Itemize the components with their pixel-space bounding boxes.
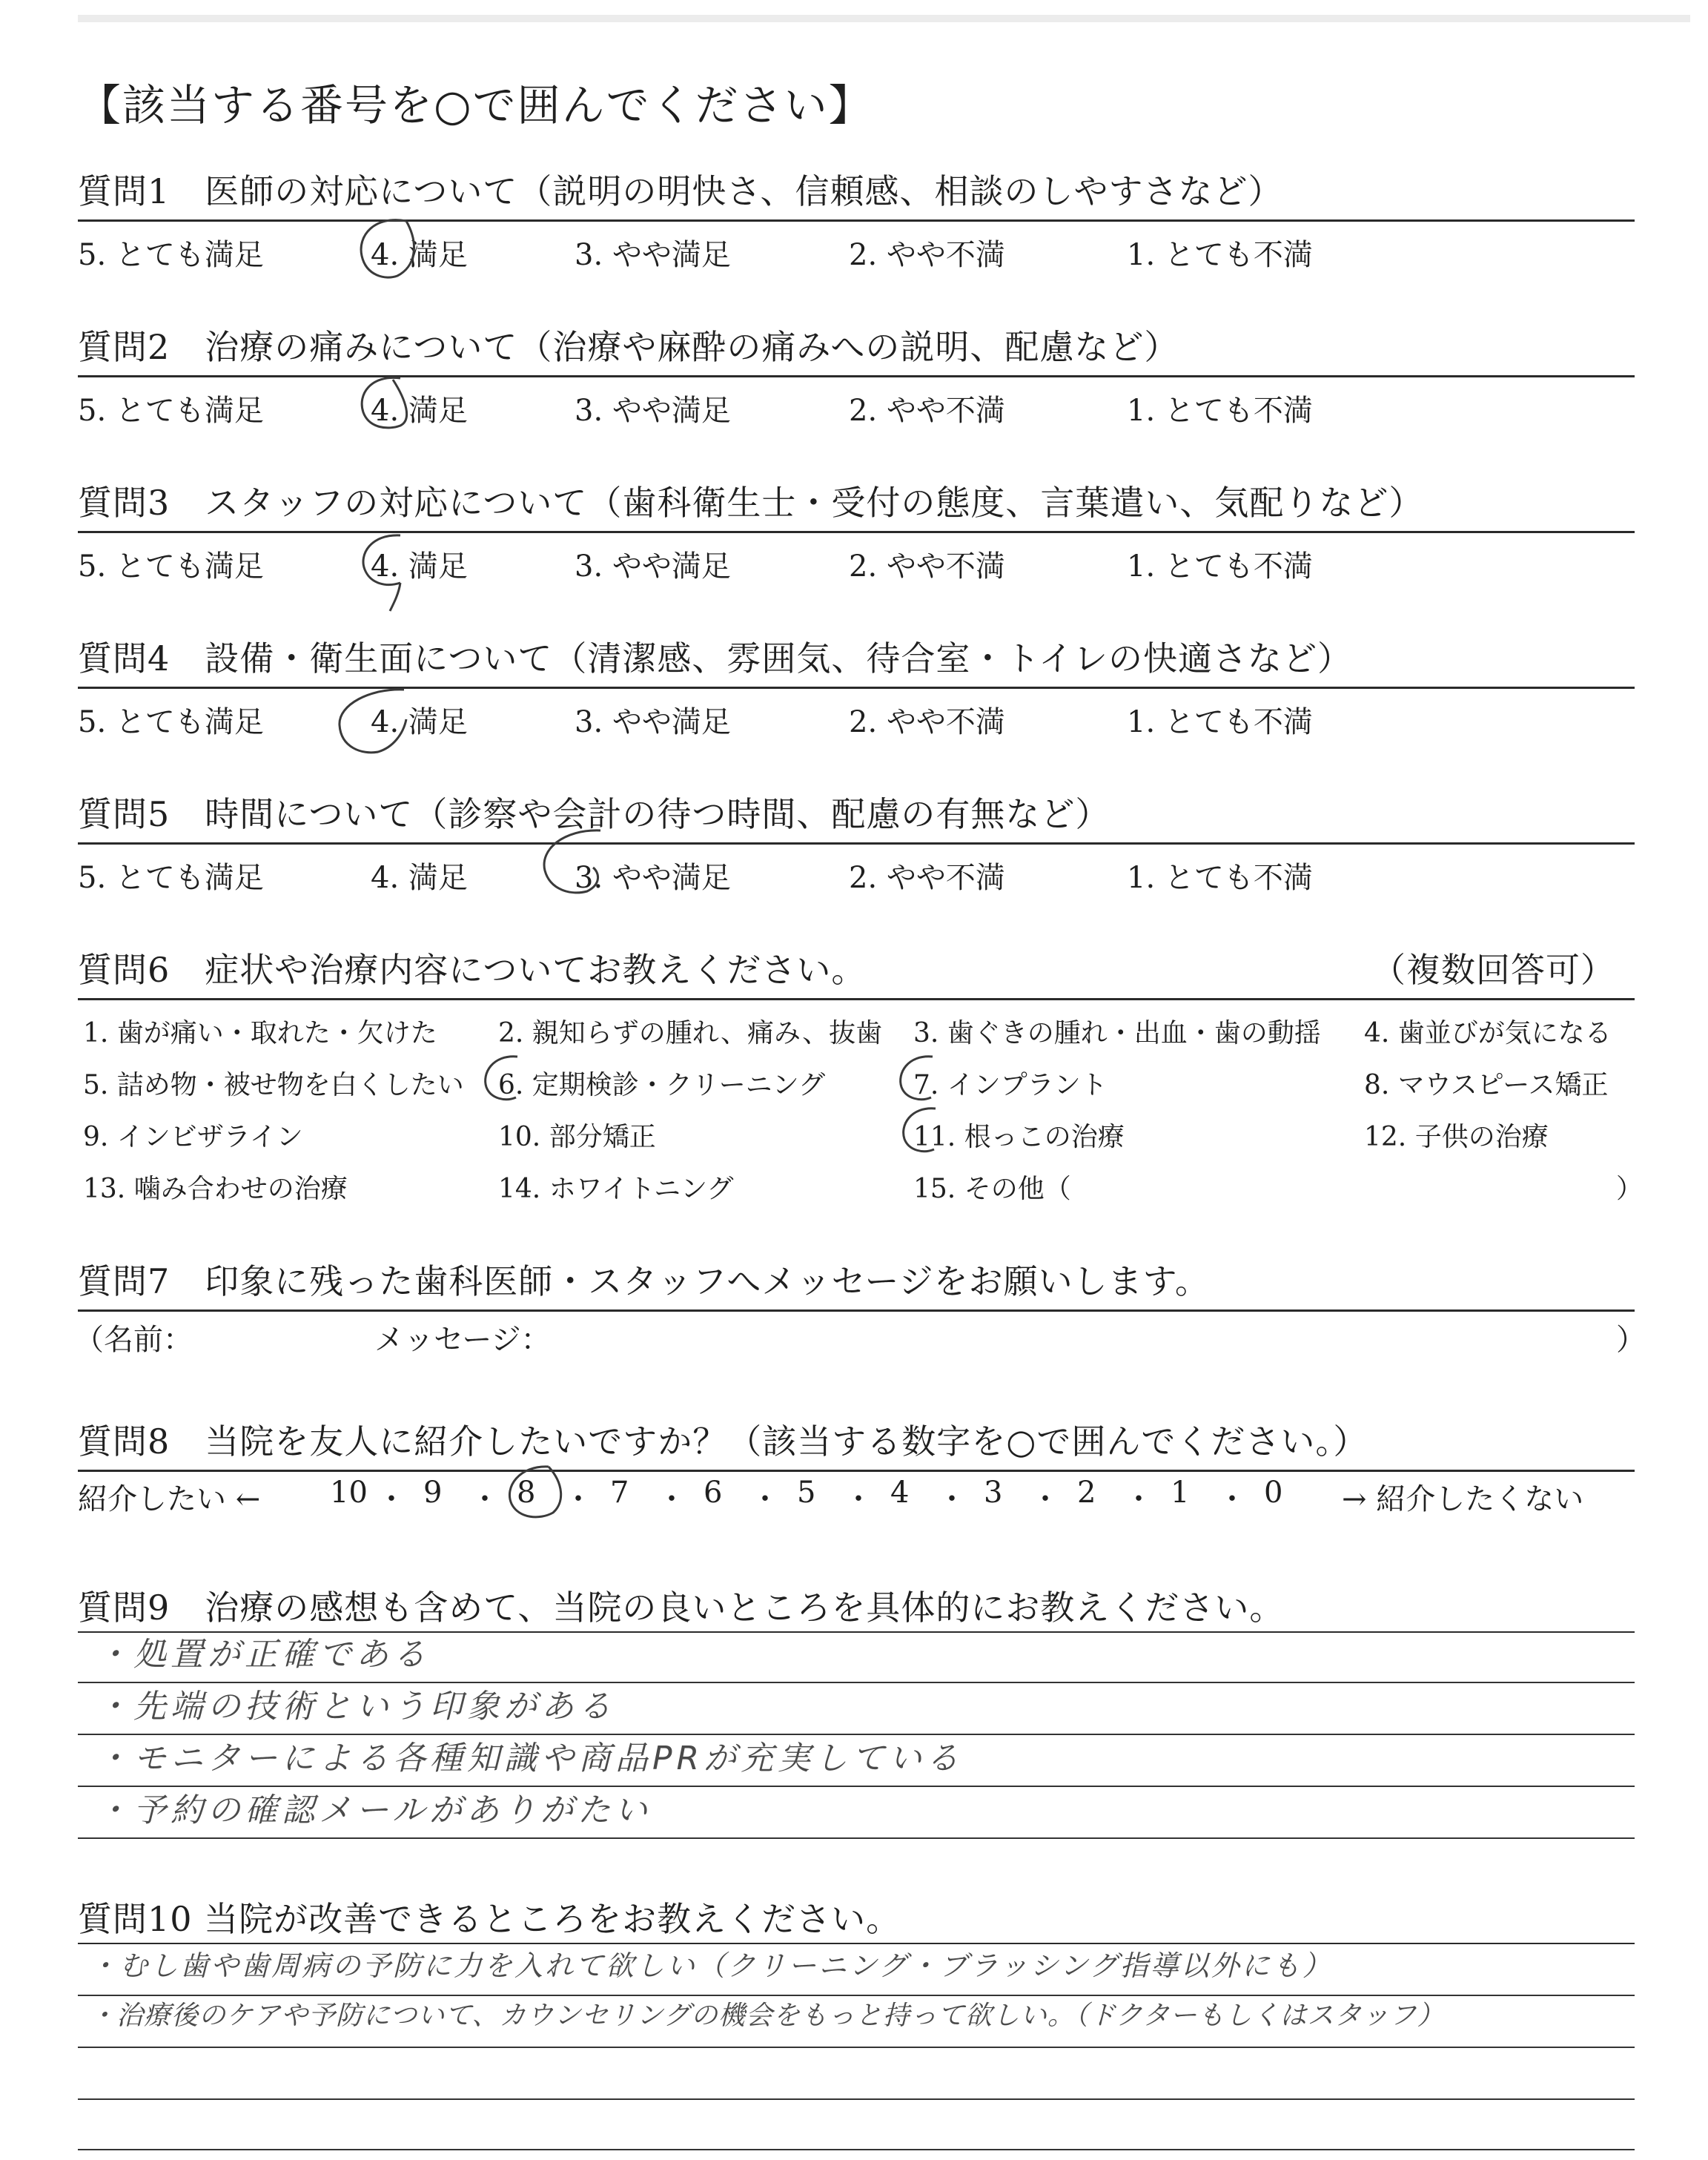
q10-write-line-3 [78,2098,1635,2100]
q4-option-5[interactable]: 5. とても満足 [78,705,264,739]
q6-item-1[interactable]: 1. 歯が痛い・取れた・欠けた [83,1018,437,1048]
q4-option-1[interactable]: 1. とても不満 [1127,705,1313,739]
q8-scale-separator: ・ [844,1482,873,1516]
question-1-title: 質問1 医師の対応について（説明の明快さ、信頼感、相談のしやすさなど） [78,171,1283,211]
question-2-title: 質問2 治療の痛みについて（治療や麻酔の痛みへの説明、配慮など） [78,327,1179,367]
form-heading: 【該当する番号を○で囲んでください】 [78,80,873,131]
q8-scale-separator: ・ [377,1482,406,1516]
q8-scale-separator: ・ [657,1482,686,1516]
q2-option-4[interactable]: 4. 満足 [371,394,468,428]
q8-scale-separator: ・ [750,1482,780,1516]
q3-option-5[interactable]: 5. とても満足 [78,549,264,584]
q8-scale-5[interactable]: 5 [797,1476,816,1510]
q6-item-15[interactable]: 15. その他（ [913,1174,1071,1204]
question-5-rule [78,842,1635,845]
q8-scale-6[interactable]: 6 [704,1476,723,1510]
q7-name-label: （名前： [74,1323,193,1357]
q6-item-4[interactable]: 4. 歯並びが気になる [1364,1018,1612,1048]
q4-option-2[interactable]: 2. やや不満 [849,705,1005,739]
q8-scale-8[interactable]: 8 [517,1476,536,1510]
scan-top-edge [78,15,1690,22]
q8-scale-9[interactable]: 9 [423,1476,443,1510]
question-7-rule [78,1309,1635,1312]
q8-scale-separator: ・ [1030,1482,1060,1516]
q3-option-2[interactable]: 2. やや不満 [849,549,1005,584]
question-8-title: 質問8 当院を友人に紹介したいですか？（該当する数字を○で囲んでください。） [78,1421,1368,1462]
q7-message-label: メッセージ： [374,1323,551,1357]
q10-write-line-2 [78,2047,1635,2048]
q2-option-5[interactable]: 5. とても満足 [78,394,264,428]
q8-scale-7[interactable]: 7 [610,1476,629,1510]
question-4-rule [78,687,1635,689]
q2-option-3[interactable]: 3. やや満足 [575,394,731,428]
q2-option-1[interactable]: 1. とても不満 [1127,394,1313,428]
q5-option-1[interactable]: 1. とても不満 [1127,861,1313,895]
q9-write-line-4 [78,1837,1635,1839]
q1-option-2[interactable]: 2. やや不満 [849,238,1005,272]
q1-option-5[interactable]: 5. とても満足 [78,238,264,272]
q8-left-label: 紹介したい ← [78,1482,261,1516]
q6-item-7[interactable]: 7. インプラント [913,1070,1108,1100]
q6-item-5[interactable]: 5. 詰め物・被せ物を白くしたい [83,1070,464,1100]
q8-scale-separator: ・ [937,1482,967,1516]
q3-option-1[interactable]: 1. とても不満 [1127,549,1313,584]
q6-other-closing: ） [1616,1174,1644,1204]
q5-option-3[interactable]: 3. やや満足 [575,861,731,895]
q10-answer-1: ・むし歯や歯周病の予防に力を入れて欲しい（クリーニング・ブラッシング指導以外にも） [89,1949,1333,1982]
question-9-title: 質問9 治療の感想も含めて、当院の良いところを具体的にお教えください。 [78,1588,1285,1628]
q8-scale-10[interactable]: 10 [330,1476,368,1510]
q4-option-3[interactable]: 3. やや満足 [575,705,731,739]
q6-item-8[interactable]: 8. マウスピース矯正 [1364,1070,1609,1100]
q10-write-line-4 [78,2149,1635,2150]
question-3-rule [78,531,1635,533]
question-8-rule [78,1470,1635,1472]
question-2-rule [78,375,1635,377]
question-6-rule [78,998,1635,1000]
q6-item-9[interactable]: 9. インビザライン [83,1122,303,1152]
q5-option-4[interactable]: 4. 満足 [371,861,468,895]
q6-item-2[interactable]: 2. 親知らずの腫れ、痛み、抜歯 [498,1018,883,1048]
q8-scale-4[interactable]: 4 [890,1476,910,1510]
q2-option-2[interactable]: 2. やや不満 [849,394,1005,428]
question-6-title: 質問6 症状や治療内容についてお教えください。 [78,950,867,990]
q4-option-4[interactable]: 4. 満足 [371,705,468,739]
q6-item-3[interactable]: 3. 歯ぐきの腫れ・出血・歯の動揺 [913,1018,1321,1048]
q6-item-10[interactable]: 10. 部分矯正 [498,1122,656,1152]
question-10-title: 質問10 当院が改善できるところをお教えください。 [78,1899,901,1939]
question-5-title: 質問5 時間について（診察や会計の待つ時間、配慮の有無など） [78,794,1110,834]
question-4-title: 質問4 設備・衛生面について（清潔感、雰囲気、待合室・トイレの快適さなど） [78,638,1353,678]
q8-scale-separator: ・ [563,1482,593,1516]
q9-answer-4: ・予約の確認メールがありがたい [96,1791,652,1829]
q9-answer-3: ・モニターによる各種知識や商品PRが充実している [96,1740,964,1777]
q8-scale-1[interactable]: 1 [1171,1476,1190,1510]
q3-option-4[interactable]: 4. 満足 [371,549,468,584]
q7-closing-paren: ） [1616,1323,1646,1357]
q9-answer-1: ・処置が正確である [96,1636,430,1674]
q10-answer-2: ・治療後のケアや予防について、カウンセリングの機会をもっと持って欲しい。（ドクターもしくはスタッフ） [89,2001,1445,2031]
q5-option-2[interactable]: 2. やや不満 [849,861,1005,895]
q8-scale-separator: ・ [470,1482,500,1516]
q6-item-13[interactable]: 13. 噛み合わせの治療 [83,1174,348,1204]
q1-option-1[interactable]: 1. とても不満 [1127,238,1313,272]
q9-answer-2: ・先端の技術という印象がある [96,1688,615,1725]
q1-option-4[interactable]: 4. 満足 [371,238,468,272]
question-7-title: 質問7 印象に残った歯科医師・スタッフへメッセージをお願いします。 [78,1261,1210,1301]
q1-option-3[interactable]: 3. やや満足 [575,238,731,272]
q8-scale-0[interactable]: 0 [1264,1476,1283,1510]
q8-scale-3[interactable]: 3 [984,1476,1003,1510]
question-6-note: （複数回答可） [1371,950,1615,990]
q6-item-12[interactable]: 12. 子供の治療 [1364,1122,1549,1152]
q8-scale-2[interactable]: 2 [1077,1476,1096,1510]
q8-scale-separator: ・ [1217,1482,1247,1516]
q6-item-14[interactable]: 14. ホワイトニング [498,1174,734,1204]
q6-item-6[interactable]: 6. 定期検診・クリーニング [498,1070,826,1100]
q3-option-3[interactable]: 3. やや満足 [575,549,731,584]
question-1-rule [78,219,1635,222]
q8-right-label: → 紹介したくない [1342,1482,1584,1516]
q6-item-11[interactable]: 11. 根っこの治療 [913,1122,1125,1152]
q5-option-5[interactable]: 5. とても満足 [78,861,264,895]
q8-scale-separator: ・ [1124,1482,1153,1516]
question-3-title: 質問3 スタッフの対応について（歯科衛生士・受付の態度、言葉遣い、気配りなど） [78,483,1424,523]
